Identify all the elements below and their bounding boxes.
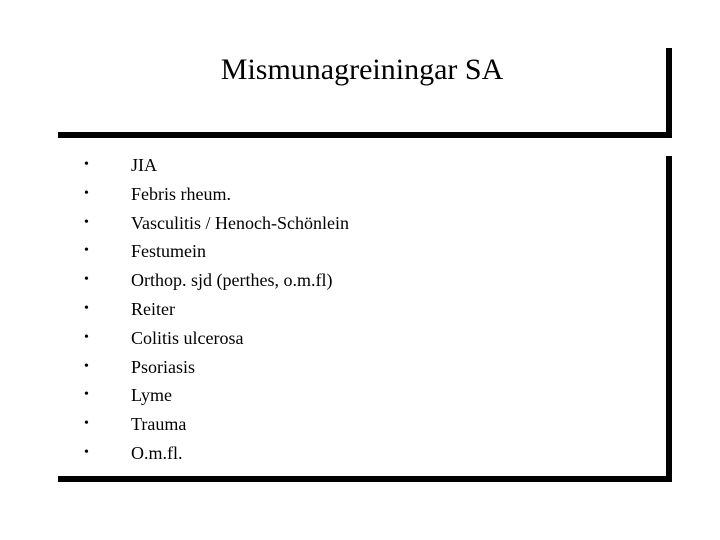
bullet-icon: • [84, 329, 89, 345]
list-item-text: O.m.fl. [131, 442, 183, 463]
bullet-icon: • [84, 300, 89, 316]
bullet-icon: • [84, 185, 89, 201]
list-item [84, 209, 349, 238]
bullet-icon: • [84, 157, 89, 172]
bullet-icon: • [84, 214, 89, 230]
bullet-icon: • [84, 444, 89, 460]
list-item-text: Lyme [131, 385, 172, 406]
list-item-text: Reiter [131, 298, 175, 319]
list-item [84, 180, 349, 209]
list-item-text: Febris rheum. [131, 183, 231, 204]
bullet-icon: • [84, 272, 89, 288]
list-item [84, 324, 349, 353]
title-frame-bottom-border [58, 132, 672, 138]
list-item [84, 381, 349, 410]
list-item-text: Colitis ulcerosa [131, 327, 244, 348]
bullet-icon: • [84, 243, 89, 259]
body-frame-bottom-border [58, 476, 672, 482]
list-item [84, 237, 349, 266]
body-frame-right-border [666, 156, 672, 482]
list-item-text: JIA [131, 155, 157, 175]
list-item-text: Vasculitis / Henoch-Schönlein [131, 212, 349, 233]
list-item [84, 151, 349, 180]
list-item [84, 410, 349, 439]
list-item-text: Psoriasis [131, 356, 196, 377]
list-item-text: Trauma [131, 414, 187, 435]
bullet-icon: • [84, 387, 89, 403]
list-item-text: Orthop. sjd (perthes, o.m.fl) [131, 270, 333, 291]
list-item [84, 353, 349, 382]
list-item [84, 295, 349, 324]
title-frame-right-border [666, 48, 672, 138]
list-item [84, 439, 349, 468]
bullet-icon: • [84, 416, 89, 432]
bullet-icon: • [84, 358, 89, 374]
slide-title: Mismunagreiningar SA [220, 53, 504, 86]
bullet-list [84, 151, 349, 468]
list-item [84, 266, 349, 295]
list-item-text: Festumein [131, 241, 206, 262]
